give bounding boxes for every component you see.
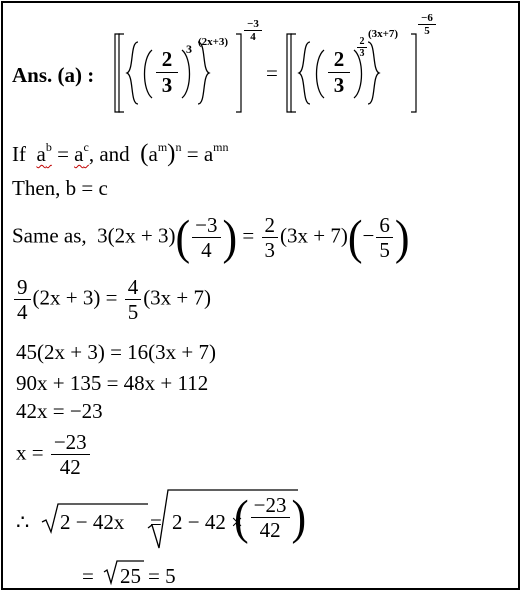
then-line: Then, b = c	[12, 176, 108, 200]
lhs-inner-exponent: 3	[186, 42, 192, 56]
equals-sign-2: =	[150, 510, 162, 534]
lhs-outer-exponent: (2x+3)	[198, 36, 229, 48]
final-equals: =	[82, 564, 94, 588]
sqrt-rhs-fraction: ( $\frac{-23}{42}$ )	[234, 490, 307, 544]
lhs-power	[244, 18, 262, 43]
final-result: = 5	[148, 564, 176, 588]
rhs-numerator: 2	[328, 47, 350, 73]
answer-label: Ans. (a) :	[12, 63, 95, 87]
rhs-outer-exponent: (3x+7)	[368, 28, 399, 40]
same-as-line: Same as, 3(2x + 3)( $\frac{-3}{4}$ ) = $\frac{2}{3}$ (3x + 7)(− $\frac{6}{5}$ )	[12, 210, 410, 264]
rhs-expression	[284, 30, 434, 116]
lhs-power-numerator: −3	[244, 18, 262, 31]
lhs-denominator: 3	[161, 73, 173, 97]
lhs-power-denominator: 4	[250, 31, 256, 43]
therefore-symbol: ∴	[16, 510, 30, 534]
step-4: 42x = −23	[16, 399, 103, 423]
rhs-denominator: 3	[333, 73, 345, 97]
lhs-expression	[112, 30, 262, 116]
exponent-rule: If $a^b = a^c$, and $(a^m)^n = a^{mn}$	[12, 140, 229, 167]
step-3: 90x + 135 = 48x + 112	[16, 371, 209, 395]
rhs-power-denominator: 5	[424, 25, 430, 37]
equals-sign: =	[266, 61, 278, 85]
sqrt-rhs-radicand: 2 − 42 ×	[172, 510, 243, 534]
lhs-numerator: 2	[156, 47, 178, 73]
step-2: 45(2x + 3) = 16(3x + 7)	[16, 340, 217, 364]
rhs-inner-exponent: 2 3	[357, 36, 367, 59]
step-5: x = $\frac{-23}{42}$	[16, 431, 92, 478]
rhs-power	[418, 12, 436, 37]
sqrt-25-radicand: 25	[120, 564, 141, 588]
sqrt-lhs-radicand: 2 − 42x	[60, 510, 125, 534]
rhs-power-numerator: −6	[418, 12, 436, 25]
step-1: $\frac{9}{4}$ (2x + 3) = $\frac{4}{5}$ (3x + 7)	[12, 276, 211, 323]
